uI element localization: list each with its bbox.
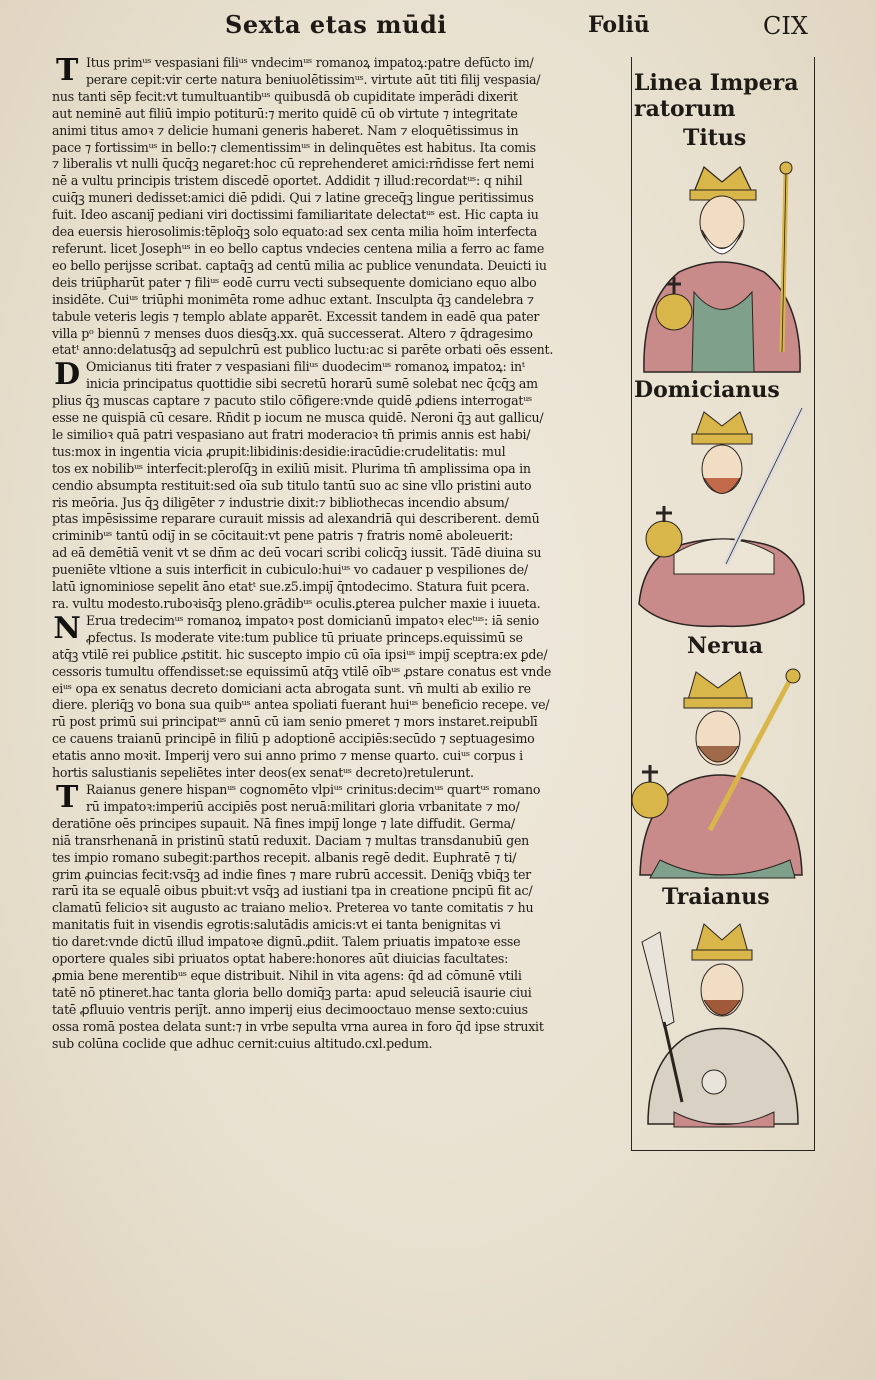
text-line: fuit. Ideo ascaniȷ̄ pediani viri doctissimi familiaritate delectatᵘˢ est. Hic capta iu <box>52 207 539 223</box>
text-line: pueniēte vltione a suis interficit in cubiculo:huiᵘˢ vo cadauer p vespiliones de/ <box>52 562 528 578</box>
text-line: oportere quales sibi priuatos optat habere:honores aūt diuicias facultates: <box>52 951 509 967</box>
text-line: cessoris tumultu offendisset:se equissimū atq̄ꝫ vtilē oībᵘˢ ꝓstare conatus est vnde <box>52 663 552 679</box>
text-line: inicia principatus quottidie sibi secretū horarū sumē solebat nec q̄cq̄ꝫ am <box>86 376 538 392</box>
text-line: rū impatoꝛ:imperiū accipiēs post neruā:militari gloria vrbanitate ⁊ mo/ <box>86 798 520 814</box>
text-line: ptas impēsissime reparare curauit missis ad alexandriā qui describerent. demū <box>52 511 540 527</box>
text-line: ꝓmia bene merentibᵘˢ eque distribuit. Nihil in vita agens: q̄d ad cōmunē vtili <box>52 967 522 983</box>
text-line: perare cepit:vir certe natura beniuolētissimᵘˢ. virtute aūt titi filij vespasia/ <box>86 71 541 87</box>
emperor-name-nerua: Nerua <box>687 633 763 659</box>
folio-label: Foliū <box>588 12 650 38</box>
text-line: grim ꝓuincias fecit:vsq̄ꝫ ad indie fines ⁊ mare rubrū accessit. Deniq̄ꝫ vbiq̄ꝫ ter <box>52 866 531 882</box>
text-line: tos ex nobilibᵘˢ interfecit:pleroſq̄ꝫ in exiliū misit. Plurima tn̄ amplissima opa in <box>52 460 531 476</box>
text-line: rū post primū sui principatᵘˢ annū cū iam senio pmeret ⁊ mors instaret.reipublī <box>52 714 538 730</box>
text-line: diere. pleriq̄ꝫ vo bona sua quibᵘˢ antea spoliati fuerant huiᵘˢ beneficio recepe. ve/ <box>52 697 550 713</box>
text-line: deis triūpharūt pater ⁊ filiᵘˢ eodē curru vecti subsequente domiciano equo albo <box>52 274 537 290</box>
text-line: ce cauens traianū principē in filiū p adoptionē accipiēs:secūdo ⁊ septuagesimo <box>52 731 535 747</box>
page-header <box>0 8 876 48</box>
column-heading-line1: Linea Impera <box>634 70 799 96</box>
column-heading <box>634 70 812 122</box>
text-line: clamatū felicioꝛ sit augusto ac traiano melioꝛ. Preterea vo tante comitatis ⁊ hu <box>52 900 534 916</box>
text-line: hortis salustianis sepeliētes inter deos(ex senatᵘˢ decreto)retulerunt. <box>52 765 474 781</box>
text-line: referunt. licet Josephᵘˢ in eo bello captus vndecies centena milia a ferro ac fame <box>52 240 545 256</box>
text-line: criminibᵘˢ tantū odiȷ̄ in se cōcitauit:vt pene patris ⁊ fratris nomē aboleuerit: <box>52 528 514 544</box>
column-bottom-rule <box>632 1150 814 1151</box>
text-line: nus tanti sēp fecit:vt tumultuantibᵘˢ quibusdā ob cupiditate imperādi dixerit <box>52 88 518 104</box>
emperor-name-traianus: Traianus <box>662 884 770 910</box>
text-line: pace ⁊ fortissimᵘˢ in bello:⁊ clementissimᵘˢ in delinquētes est habitus. Ita comis <box>52 139 536 155</box>
text-line: plius q̄ꝫ muscas captare ⁊ pacuto stilo cōfigere:vnde quidē ꝓdiens interrogatᵘˢ <box>52 393 532 409</box>
portrait-traianus <box>634 912 810 1137</box>
text-paragraph <box>52 55 630 359</box>
text-line: latū ignominiose sepelit āno etatᵗ sue.ƶ5.impiȷ̄ q̄ntodecimo. Statura fuit pcera. <box>52 579 530 595</box>
text-line: eiᵘˢ opa ex senatus decreto domiciani acta abrogata sunt. vn̄ multi ab exilio re <box>52 680 531 696</box>
text-line: sub colūna coclide que adhuc cernit:cuius altitudo.cxl.pedum. <box>52 1035 433 1051</box>
text-line: Omicianus titi frater ⁊ vespasiani filiᵘˢ duodecimᵘˢ romanoꝝ impatoꝝ: inᵗ <box>86 359 525 375</box>
text-line: tio daret:vnde dictū illud impatoꝛe dignū.ꝓdiit. Talem priuatis impatoꝛe esse <box>52 934 521 950</box>
text-line: ꝓfectus. Is moderate vite:tum publice tū priuate princeps.equissimū se <box>86 629 523 645</box>
text-paragraph <box>52 359 630 613</box>
text-line: deratiōne oēs principes supauit. Nā fines impiȷ̄ longe ⁊ late diffudit. Germa/ <box>52 815 515 831</box>
initial-letter: D <box>54 357 80 393</box>
emperor-name-titus: Titus <box>683 125 747 151</box>
initial-letter: T <box>55 779 79 815</box>
text-line: niā transrhenanā in pristinū statū reduxit. Daciam ⁊ multas transdanubiū gen <box>52 832 530 848</box>
main-text-column <box>52 55 630 1052</box>
text-paragraph <box>52 610 630 782</box>
text-line: eo bello perijsse scribat. captaq̄ꝫ ad centū milia ac publice venundata. Deuicti iu <box>52 257 547 273</box>
text-line: ⁊ liberalis vt nulli q̄ucq̄ꝫ negaret:hoc cū reprehenderet amici:rn̄disse fert nemi <box>52 156 534 172</box>
text-line: atq̄ꝫ vtilē rei publice ꝓstitit. hic suscepto impio cū oīa ipsiᵘˢ impiȷ̄ sceptra:ex ꝑde/ <box>52 646 548 662</box>
emperor-name-domicianus: Domicianus <box>634 377 780 403</box>
text-line: tes impio romano subegit:parthos recepit. albanis regē dedit. Euphratē ⁊ ti/ <box>52 849 517 865</box>
text-line: tatē nō ptineret.hac tanta gloria bello domiq̄ꝫ parta: apud seleuciā isaurie ciui <box>52 984 532 1000</box>
text-line: le similioꝛ quā patri vespasiano aut fratri moderacioꝛ tn̄ primis annis est habi/ <box>52 426 531 442</box>
text-line: cuiq̄ꝫ muneri dedisset:amici diē pdidi. Qui ⁊ latine greceq̄ꝫ lingue peritissimus <box>52 190 534 206</box>
text-line: manitatis fuit in visendis egrotis:salutādis amicis:vt ei tanta benignitas vi <box>52 917 501 933</box>
text-line: esse ne quispiā cū cesare. Rn̄dit p iocum ne musca quidē. Neroni q̄ꝫ aut gallicu/ <box>52 410 544 426</box>
text-line: dea euersis hierosolimis:tēploq̄ꝫ solo equato:ad sex centa milia hoīm interfecta <box>52 224 537 240</box>
text-line: tus:mox in ingentia vicia ꝓrupit:libidinis:desidie:iracūdie:crudelitatis: mul <box>52 443 506 459</box>
text-line: Itus primᵘˢ vespasiani filiᵘˢ vndecimᵘˢ romanoꝝ impatoꝝ:patre defūcto im/ <box>86 55 534 70</box>
initial-letter: N <box>53 610 81 646</box>
text-line: ra. vultu modesto.ruboꝛisq̄ꝫ pleno.grādibᵘˢ oculis.ꝑterea pulcher maxie i iuueta. <box>52 596 541 611</box>
text-line: cendio absumpta restituit:sed oīa sub titulo tantū suo ac sine vllo pristini auto <box>52 477 532 493</box>
text-line: ris meōria. Jus q̄ꝫ diligēter ⁊ industrie dixit:⁊ bibliothecas incendio absum/ <box>52 494 509 510</box>
folio-number: CIX <box>763 12 808 40</box>
text-paragraph <box>52 779 630 1053</box>
text-line: villa pᵒ biennū ⁊ menses duos diesq̄ꝫ.xx. quā successerat. Altero ⁊ q̄dragesimo <box>52 325 533 341</box>
running-title: Sexta etas mūdi <box>225 10 447 39</box>
text-line: etatis anno moꝛit. Imperij vero sui anno primo ⁊ mense quarto. cuiᵘˢ corpus i <box>52 748 523 764</box>
text-line: Erua tredecimᵘˢ romanoꝝ impatoꝛ post domicianū impatoꝛ elecᵗᵘˢ: iā senio <box>86 612 539 628</box>
text-line: nē a vultu principis tristem discedē oportet. Addidit ⁊ illud:recordatᵘˢ: q nihil <box>52 173 523 189</box>
text-line: etatᵗ anno:delatusq̄ꝫ ad sepulchrū est publico luctu:ac si parēte orbati oēs essent. <box>52 342 554 358</box>
text-line: Raianus genere hispanᵘˢ cognomēto vlpiᵘˢ crinitus:decimᵘˢ quartᵘˢ romano <box>86 781 541 797</box>
initial-letter: T <box>55 53 79 88</box>
portrait-domicianus <box>634 404 810 632</box>
text-line: tabule veteris legis ⁊ templo ablate apparēt. Excessit tandem in eadē qua pater <box>52 308 540 324</box>
text-line: insidēte. Cuiᵘˢ triūphi monimēta rome adhuc extant. Insculpta q̄ꝫ candelebra ⁊ <box>52 291 535 307</box>
text-line: ad eā demētiā venit vt se dn̄m ac deū vocari scribi colicq̄ꝫ iussit. Tādē diuina su <box>52 545 542 561</box>
text-line: animi titus amoꝛ ⁊ delicie humani generis haberet. Nam ⁊ eloquētissimus in <box>52 122 519 138</box>
text-line: tatē ꝓfluuio ventris periȷ̄t. anno imperij eius decimooctauo mense sexto:cuius <box>52 1001 528 1017</box>
portrait-titus <box>634 152 810 377</box>
text-line: aut neminē aut filiū impio potiturū:⁊ merito quidē cū ob virtute ⁊ integritate <box>52 105 518 121</box>
text-line: ossa romā postea delata sunt:⁊ in vrbe sepulta vrna aurea in foro q̄d ipse struxit <box>52 1018 544 1034</box>
text-line: rarū ita se equalē oibus pbuit:vt vsq̄ꝫ ad iustiani tpa in creatione pncipū fit ac/ <box>52 883 533 899</box>
column-heading-line2: ratorum <box>634 96 736 122</box>
portrait-nerua <box>630 660 810 882</box>
